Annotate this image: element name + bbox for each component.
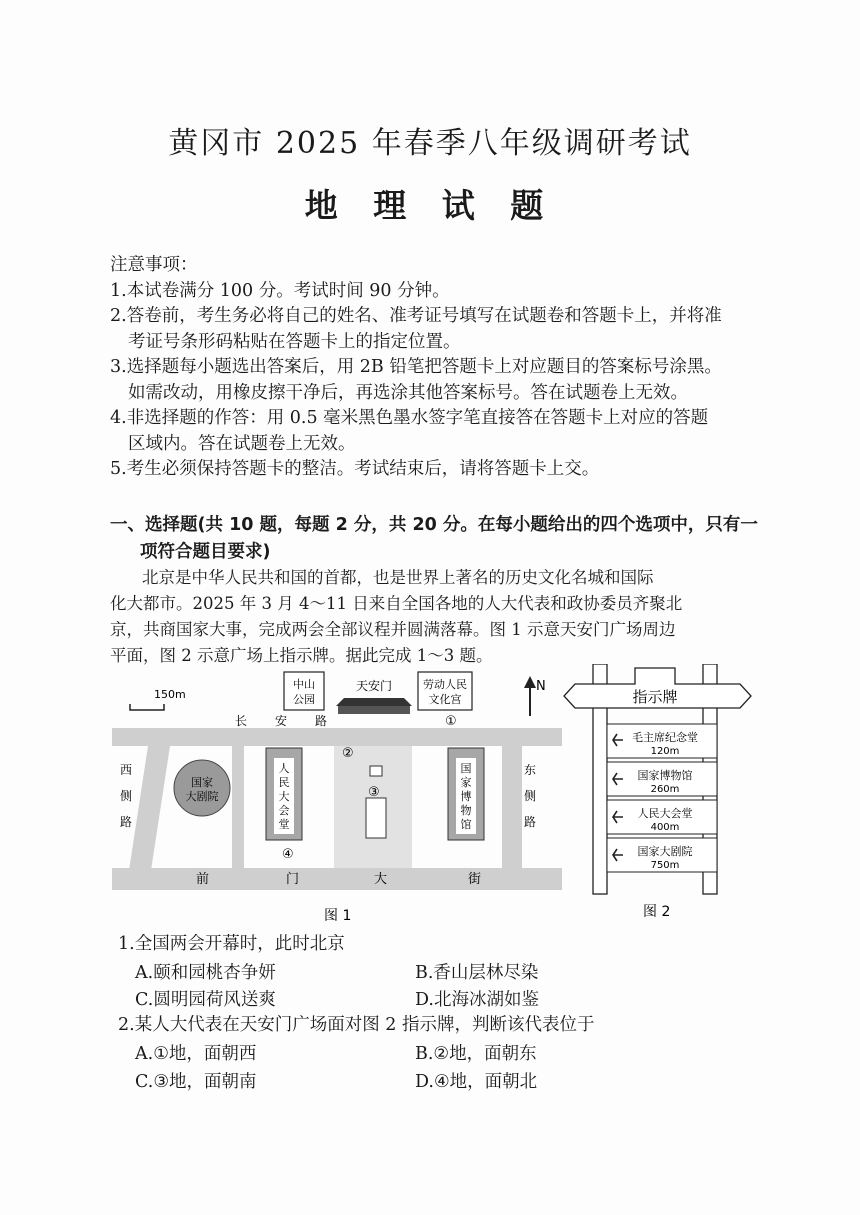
tiananmen-base <box>338 706 410 714</box>
zhongshan-label: 中山 <box>293 678 315 691</box>
marker-3: ③ <box>368 785 380 800</box>
option-d: D.④地，面朝北 <box>415 1072 538 1092</box>
figure2-sign <box>555 664 760 920</box>
notice-line: 5.考生必须保持答题卡的整洁。考试结束后，请将答题卡上交。 <box>110 459 600 479</box>
zhongshan-label: 公园 <box>293 693 315 706</box>
sign-title: 指示牌 <box>632 688 678 706</box>
question-1-stem: 1.全国两会开幕时，此时北京 <box>118 934 345 954</box>
east-road <box>502 746 522 890</box>
road-label: 路 <box>315 714 328 728</box>
east-road-label: 侧 <box>524 789 537 803</box>
hall-label: 民 <box>278 776 290 789</box>
museum-label: 博 <box>460 790 472 803</box>
road-label: 安 <box>275 714 288 728</box>
option-b: B.香山层林尽染 <box>415 963 539 983</box>
passage-line: 北京是中华人民共和国的首都，也是世界上著名的历史文化名城和国际 <box>142 568 654 587</box>
notice-line: 考证号条形码粘贴在答题卡上的指定位置。 <box>128 331 461 352</box>
west-road-label: 路 <box>120 815 133 829</box>
west-road-label: 西 <box>120 763 133 777</box>
option-a: A.①地，面朝西 <box>135 1044 257 1064</box>
figure2-caption: 图 2 <box>643 904 671 920</box>
notice-block <box>110 253 770 483</box>
hall-label: 人 <box>278 762 290 775</box>
theatre-label: 大剧院 <box>185 790 219 803</box>
culture-palace-label: 劳动人民 <box>423 678 467 691</box>
passage-line: 化大都市。2025 年 3 月 4～11 日来自全国各地的人大代表和政协委员齐聚北 <box>110 594 683 613</box>
street-label: 街 <box>468 872 482 887</box>
monument <box>370 766 382 776</box>
exam-subject: 地 理 试 题 <box>304 186 556 225</box>
scale-bar <box>130 704 164 710</box>
passage <box>110 565 765 669</box>
passage-line: 平面，图 2 示意广场上指示牌。据此完成 1～3 题。 <box>110 646 493 665</box>
north-arrow-head <box>524 676 536 688</box>
exam-title: 黄冈市 2025 年春季八年级调研考试 <box>168 126 692 161</box>
option-c: C.③地，面朝南 <box>135 1072 257 1092</box>
option-b: B.②地，面朝东 <box>415 1044 537 1064</box>
sign-item-name: 国家博物馆 <box>637 769 693 782</box>
scale-label: 150m <box>154 688 186 701</box>
sign-item-dist: 750m <box>650 860 680 871</box>
culture-palace-label: 文化宫 <box>428 693 462 706</box>
memorial-hall <box>366 798 386 838</box>
marker-4: ④ <box>282 847 294 862</box>
museum-label: 馆 <box>460 818 472 831</box>
figure1-caption: 图 1 <box>324 908 352 924</box>
option-c: C.圆明园荷风送爽 <box>135 990 276 1010</box>
notice-heading: 注意事项： <box>110 255 198 275</box>
notice-line: 区域内。答在试题卷上无效。 <box>128 433 356 454</box>
qianmen-street <box>112 868 562 890</box>
notice-line: 1.本试卷满分 100 分。考试时间 90 分钟。 <box>110 280 450 301</box>
road-label: 长 <box>235 714 248 728</box>
section-heading <box>110 512 770 566</box>
sign-item-name: 国家大剧院 <box>637 845 693 858</box>
sign-item-dist: 260m <box>650 784 680 795</box>
section-line: 项符合题目要求) <box>140 542 271 562</box>
hall-label: 堂 <box>278 818 290 831</box>
option-d: D.北海冰湖如鉴 <box>415 990 539 1010</box>
museum-label: 物 <box>460 804 472 817</box>
hall-label: 大 <box>278 790 290 803</box>
road-inner-west <box>232 746 244 868</box>
street-label: 前 <box>196 872 210 887</box>
notice-line: 3.选择题每小题选出答案后，用 2B 铅笔把答题卡上对应题目的答案标号涂黑。 <box>110 357 722 377</box>
question-2-stem: 2.某人大代表在天安门广场面对图 2 指示牌，判断该代表位于 <box>118 1015 595 1035</box>
museum-label: 家 <box>460 776 472 789</box>
theatre-label: 国家 <box>191 776 213 789</box>
notice-line: 如需改动，用橡皮擦干净后，再选涂其他答案标号。答在试题卷上无效。 <box>128 382 688 403</box>
changan-road <box>112 728 562 746</box>
option-a: A.颐和园桃杏争妍 <box>135 963 276 983</box>
sign-item-name: 毛主席纪念堂 <box>632 731 698 744</box>
west-road-label: 侧 <box>120 789 133 803</box>
museum-label: 国 <box>460 762 472 775</box>
notice-line: 4.非选择题的作答：用 0.5 毫米黑色墨水签字笔直接答在答题卡上对应的答题 <box>110 408 709 428</box>
marker-2: ② <box>342 746 354 761</box>
tiananmen-gate <box>336 698 412 706</box>
north-label: N <box>536 679 546 694</box>
street-label: 门 <box>286 872 300 887</box>
hall-label: 会 <box>278 804 290 817</box>
tiananmen-label: 天安门 <box>355 679 393 693</box>
sign-item-name: 人民大会堂 <box>637 807 693 820</box>
east-road-label: 东 <box>524 763 537 777</box>
passage-line: 京，共商国家大事，完成两会全部议程并圆满落幕。图 1 示意天安门广场周边 <box>110 620 676 639</box>
marker-1: ① <box>445 714 457 729</box>
figure1-map <box>112 668 562 924</box>
street-label: 大 <box>374 872 388 887</box>
sign-item-dist: 400m <box>650 822 680 833</box>
sign-item-dist: 120m <box>650 746 680 757</box>
section-line: 一、选择题(共 10 题，每题 2 分，共 20 分。在每小题给出的四个选项中，只有一 <box>110 515 758 535</box>
notice-line: 2.答卷前，考生务必将自己的姓名、准考证号填写在试题卷和答题卡上，并将准 <box>110 306 722 326</box>
east-road-label: 路 <box>524 815 537 829</box>
